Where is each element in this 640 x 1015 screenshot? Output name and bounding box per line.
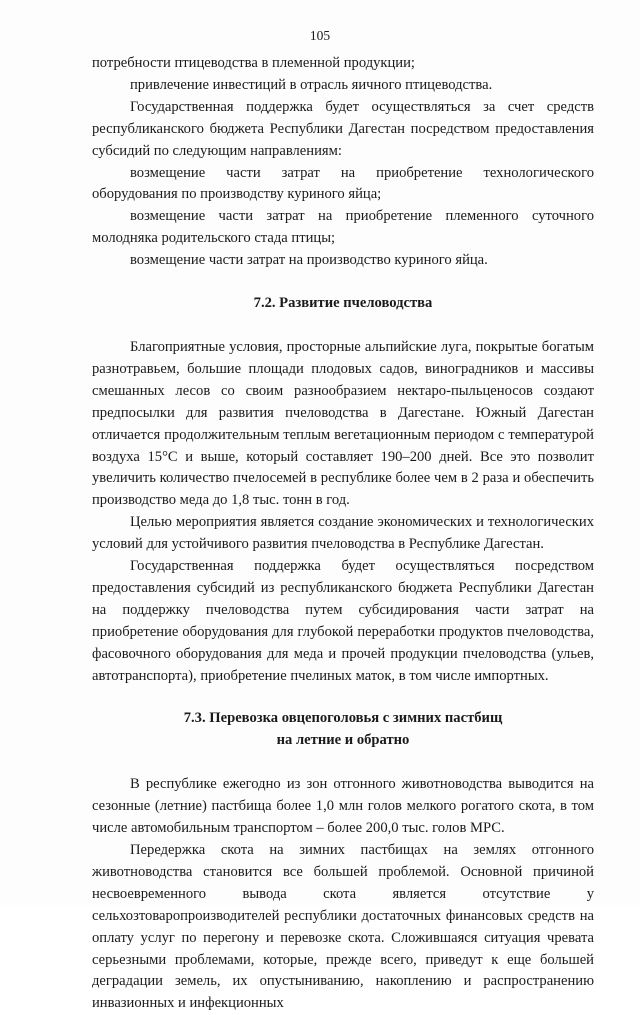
section-heading-line: на летние и обратно (276, 732, 410, 749)
paragraph: В республике ежегодно из зон отгонного животноводства выводится на сезонные (летние) пастбища более 1,0 млн голов мелкого рогатого скота, в том числе автомобильным транспортом – более 200,0 тыс. голов МРС. (92, 776, 594, 837)
paragraph: Целью мероприятия является создание экономических и технологических условий для устойчивого развития пчеловодства в Республике Дагестан. (92, 514, 594, 553)
section-heading-sheep-transport (92, 708, 594, 752)
paragraph: потребности птицеводства в племенной продукции; (92, 55, 415, 71)
paragraph: возмещение части затрат на приобретение технологического оборудования по производству куриного яйца; (92, 164, 594, 203)
paragraph: возмещение части затрат на приобретение племенного суточного молодняка родительского стада птицы; (92, 208, 594, 247)
paragraph: Передержка скота на зимних пастбищах на землях отгонного животноводства становится все большей проблемой. Основной причиной несвоевременного вывода скота является отсутствие у сельхозтоваропроизводителей республики достаточных финансовых средств на оплату услуг по перегону и перевозке скота. Сложившаяся ситуация чревата серьезными проблемами, которые, прежде всего, приведут к еще большей деградации земель, их опустыниванию, накоплению и распространению инвазионных и инфекционных (92, 842, 594, 1012)
paragraph: привлечение инвестиций в отрасль яичного птицеводства. (130, 76, 493, 93)
section-heading-beekeeping: 7.2. Развитие пчеловодства (253, 295, 433, 312)
paragraph: Государственная поддержка будет осуществляться посредством предоставления субсидий из республиканского бюджета Республики Дагестан на поддержку пчеловодства путем субсидирования части затрат на приобретение оборудования для глубокой переработки продуктов пчеловодства, фасовочного оборудования для меда и прочей продукции пчеловодства (ульев, автотранспорта), приобретение пчелиных маток, в том числе импортных. (92, 558, 594, 684)
paragraph: Благоприятные условия, просторные альпийские луга, покрытые богатым разнотравьем, большие площади плодовых садов, виноградников и массивы смешанных лесов со своим разнообразием нектаро-пыльценосов создают предпосылки для развития пчеловодства в Дагестане. Южный Дагестан отличается продолжительным теплым вегетационным периодом с температурой воздуха 15°С и выше, который составляет 190–200 дней. Все это позволит увеличить количество пчелосемей в республике более чем в 2 раза и обеспечить производство меда до 1,8 тыс. тонн в год. (92, 338, 594, 509)
page-number: 105 (309, 28, 331, 43)
paragraph: Государственная поддержка будет осуществляться за счет средств республиканского бюджета Республики Дагестан посредством предоставления субсидий по следующим направлениям: (92, 98, 594, 159)
section-heading-line: 7.3. Перевозка овцепоголовья с зимних пастбищ (183, 710, 503, 727)
page-content (92, 53, 594, 1015)
paragraph: возмещение части затрат на производство куриного яйца. (130, 252, 488, 269)
